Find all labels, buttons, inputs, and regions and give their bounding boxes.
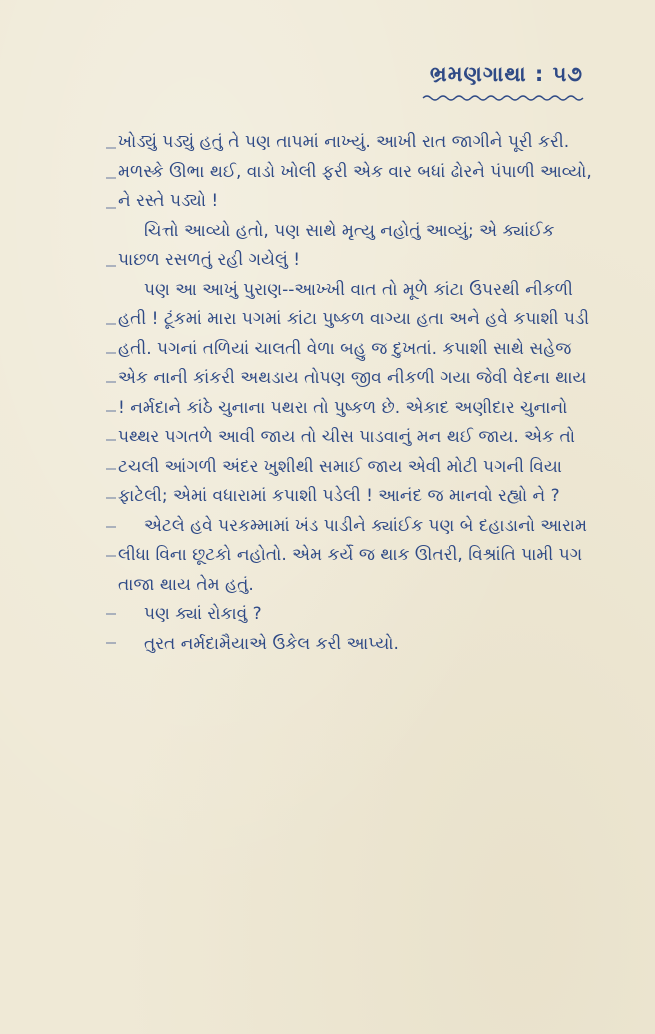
paragraph-2: ચિત્તો આવ્યો હતો, પણ સાથે મૃત્યુ નહોતું આવ્યું; એ ક્યાંઈક પાછળ રસળતું રહી ગયેલું ! xyxy=(118,220,555,270)
paragraph-3: પણ આ આખું પુરાણ--આખ્ખી વાત તો મૂળે કાંટા ઉપરથી નીકળી હતી ! ટૂંકમાં મારા પગમાં કાંટા પુષ્કળ વાગ્યા હતા અને હવે કપાશી પડી હતી. પગનાં તળિયાં ચાલતી વેળા બહુ જ દુખતાં. કપાશી સાથે સહેજ એક નાની કાંકરી અથડાય તોપણ જીવ નીકળી ગયા જેવી વેદના થાય ! નર્મદાને કાંઠે ચુનાના પથરા તો પુષ્કળ છે. એકાદ અણીદાર ચુનાનો પથ્થર પગતળે આવી જાય તો ચીસ પાડવાનું મન થઈ જાય. એક તો ટચલી આંગળી અંદર ખુશીથી સમાઈ જાય એવી મોટી પગની વિયા ફાટેલી; એમાં વધારામાં કપાશી પડેલી ! આનંદ જ માનવો રહ્યો ને ? xyxy=(118,279,590,506)
paragraph-5: પણ ક્યાં રોકાવું ? xyxy=(144,604,262,624)
paragraph-4: એટલે હવે પરકમ્મામાં ખંડ પાડીને ક્યાંઈક પણ બે દહાડાનો આરામ લીધા વિના છૂટકો નહોતો. એમ કર્યે જ થાક ઊતરી, વિશ્રાંતિ પામી પગ તાજા થાય તેમ હતું. xyxy=(118,515,587,595)
page-body-text xyxy=(118,128,598,659)
paragraph-6: તુરત નર્મદામૈયાએ ઉકેલ કરી આપ્યો. xyxy=(144,633,399,654)
left-margin-dash-marks xyxy=(86,128,116,688)
header-underline-ornament xyxy=(421,93,589,103)
running-header: ભ્રમણગાથા : ૫૭ xyxy=(429,62,583,86)
paragraph-1: ખોડ્યું પડ્યું હતું તે પણ તાપમાં નાખ્યું. આખી રાત જાગીને પૂરી કરી. મળસ્કે ઊભા થઈ, વાડો ખોલી ફરી એક વાર બધાં ઢોરને પંપાળી આવ્યો, ને રસ્તે પડ્યો ! xyxy=(118,132,592,211)
